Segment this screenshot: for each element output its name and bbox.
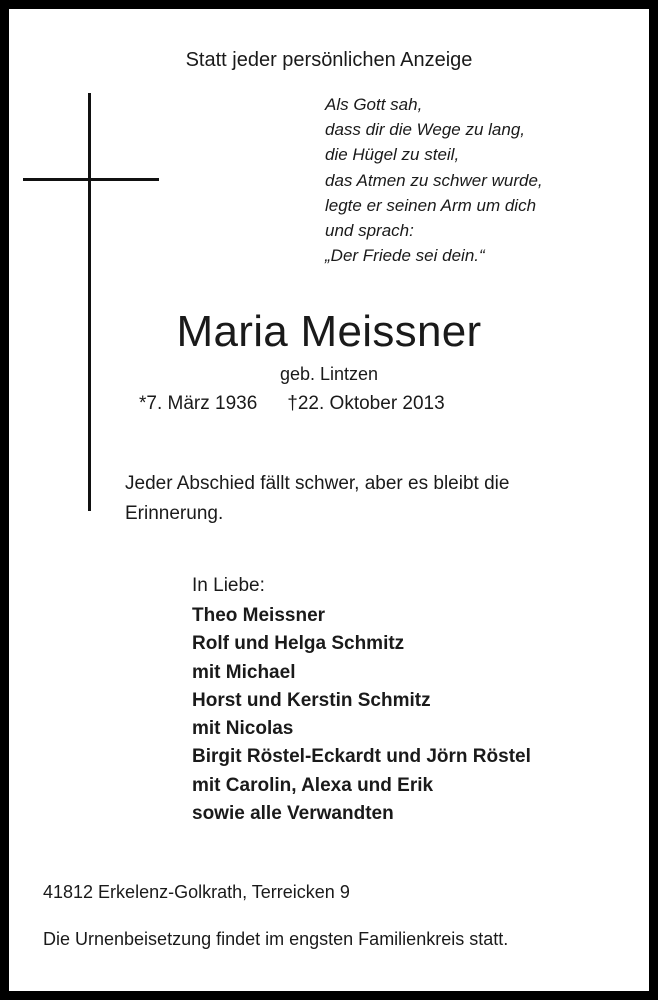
address: 41812 Erkelenz-Golkrath, Terreicken 9 (43, 882, 350, 902)
signer: Theo Meissner (192, 605, 326, 626)
cross-horizontal-bar (23, 178, 159, 181)
signer: sowie alle Verwandten (192, 803, 394, 825)
farewell-line: Jeder Abschied fällt schwer, aber es bleibt die (125, 473, 510, 494)
life-dates (139, 393, 445, 415)
birth-date: *7. März 1936 (139, 393, 258, 414)
poem-line: das Atmen zu schwer wurde, (325, 170, 543, 190)
death-date: †22. Oktober 2013 (287, 393, 445, 414)
poem-line: Als Gott sah, (325, 95, 423, 114)
poem-line: legte er seinen Arm um dich (325, 195, 537, 215)
birth-name: geb. Lintzen (279, 364, 379, 384)
signer: mit Michael (192, 661, 296, 683)
love-intro: In Liebe: (192, 575, 265, 596)
poem-line: und sprach: (325, 221, 414, 241)
signer: Rolf und Helga Schmitz (192, 633, 405, 655)
poem-line: dass dir die Wege zu lang, (325, 120, 526, 140)
poem-line: die Hügel zu steil, (325, 145, 460, 165)
burial-note: Die Urnenbeisetzung findet im engsten Familienkreis statt. (43, 929, 509, 949)
obituary-notice (9, 9, 649, 991)
poem (325, 92, 543, 268)
signers-list (192, 602, 531, 828)
cross-vertical-bar (88, 93, 91, 511)
signer: Horst und Kerstin Schmitz (192, 689, 431, 711)
poem-line: „Der Friede sei dein.“ (325, 246, 485, 266)
signer: mit Carolin, Alexa und Erik (192, 774, 434, 796)
farewell-text (125, 469, 509, 529)
signer: Birgit Röstel-Eckardt und Jörn Röstel (192, 746, 531, 768)
deceased-name: Maria Meissner (176, 307, 482, 356)
header-text: Statt jeder persönlichen Anzeige (185, 49, 473, 71)
farewell-line: Erinnerung. (125, 503, 224, 524)
signer: mit Nicolas (192, 718, 294, 740)
